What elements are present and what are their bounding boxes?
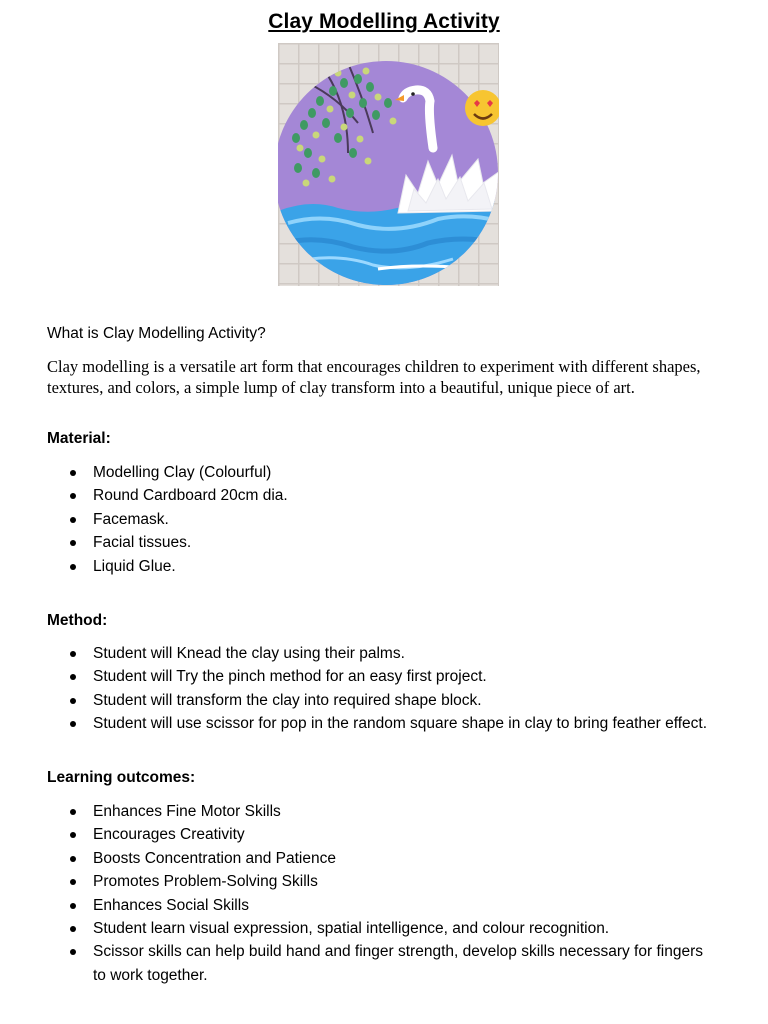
material-heading: Material: bbox=[47, 430, 111, 447]
material-list bbox=[0, 461, 720, 578]
list-item: Student will Try the pinch method for an easy first project. bbox=[0, 665, 720, 688]
list-item: Enhances Fine Motor Skills bbox=[0, 800, 720, 823]
list-item: Student will transform the clay into required shape block. bbox=[0, 689, 720, 712]
outcomes-list bbox=[0, 800, 720, 987]
list-item: Promotes Problem-Solving Skills bbox=[0, 870, 720, 893]
list-item: Facial tissues. bbox=[0, 531, 720, 554]
list-item: Scissor skills can help build hand and finger strength, develop skills necessary for fingers to work together. bbox=[0, 940, 720, 987]
list-item: Facemask. bbox=[0, 508, 720, 531]
list-item: Modelling Clay (Colourful) bbox=[0, 461, 720, 484]
clay-swan-illustration bbox=[278, 43, 499, 286]
list-item: Student will use scissor for pop in the random square shape in clay to bring feather effect. bbox=[0, 712, 720, 735]
list-item: Liquid Glue. bbox=[0, 555, 720, 578]
clay-swan-photo bbox=[278, 43, 499, 286]
question-heading: What is Clay Modelling Activity? bbox=[47, 325, 266, 342]
list-item: Student learn visual expression, spatial intelligence, and colour recognition. bbox=[0, 917, 720, 940]
list-item: Student will Knead the clay using their palms. bbox=[0, 642, 720, 665]
list-item: Enhances Social Skills bbox=[0, 894, 720, 917]
list-item: Boosts Concentration and Patience bbox=[0, 847, 720, 870]
method-list bbox=[0, 642, 720, 736]
method-heading: Method: bbox=[47, 612, 108, 629]
list-item: Encourages Creativity bbox=[0, 823, 720, 846]
intro-paragraph: Clay modelling is a versatile art form that encourages children to experiment with different shapes, textures, and colors, a simple lump of clay transform into a beautiful, unique piece of art. bbox=[47, 357, 701, 397]
page-title: Clay Modelling Activity bbox=[268, 10, 500, 33]
list-item: Round Cardboard 20cm dia. bbox=[0, 484, 720, 507]
outcomes-heading: Learning outcomes: bbox=[47, 769, 196, 786]
